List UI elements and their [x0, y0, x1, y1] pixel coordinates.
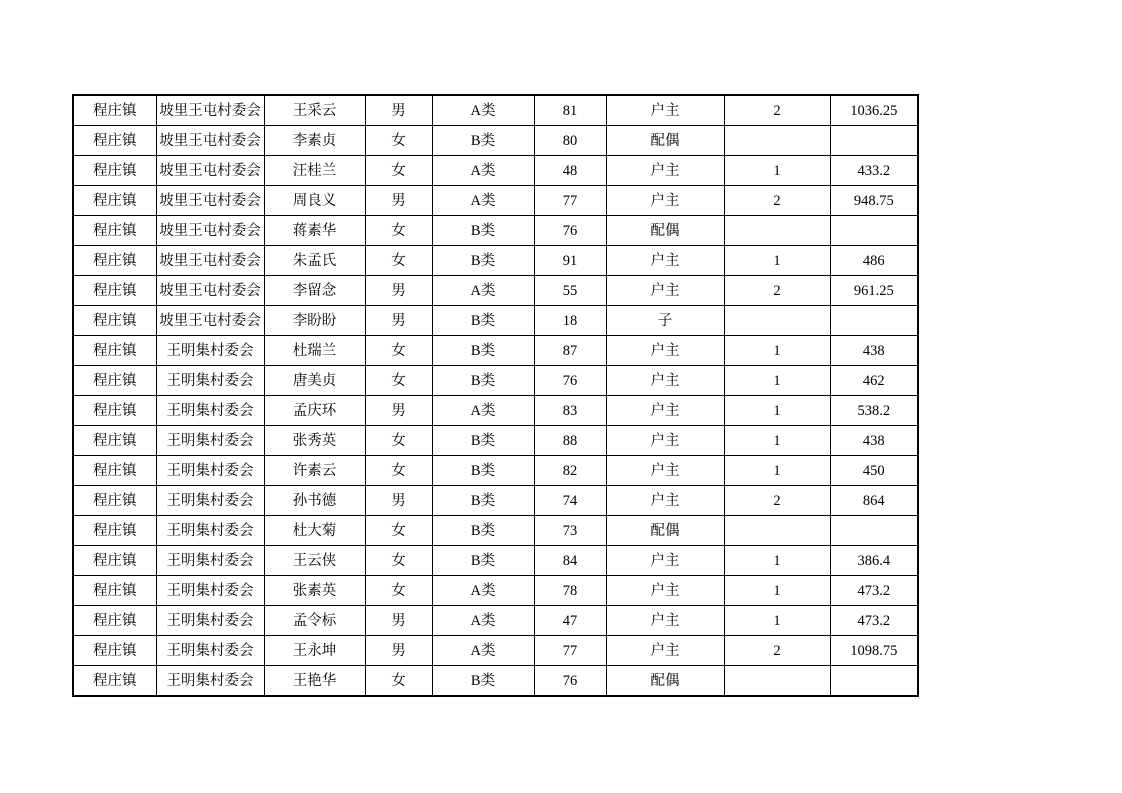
- gender-cell: 男: [365, 306, 432, 336]
- household-count-cell: 1: [724, 366, 830, 396]
- household-count-cell: [724, 666, 830, 697]
- name-cell: 杜大菊: [264, 516, 365, 546]
- relation-cell: 户主: [606, 276, 724, 306]
- town-cell: 程庄镇: [73, 336, 156, 366]
- name-cell: 蒋素华: [264, 216, 365, 246]
- age-cell: 83: [534, 396, 606, 426]
- gender-cell: 男: [365, 606, 432, 636]
- amount-cell: [830, 306, 918, 336]
- category-cell: B类: [432, 486, 534, 516]
- age-cell: 82: [534, 456, 606, 486]
- name-cell: 王采云: [264, 95, 365, 126]
- name-cell: 唐美贞: [264, 366, 365, 396]
- village-cell: 王明集村委会: [156, 636, 264, 666]
- relation-cell: 户主: [606, 336, 724, 366]
- household-count-cell: 1: [724, 546, 830, 576]
- gender-cell: 女: [365, 516, 432, 546]
- household-count-cell: 2: [724, 636, 830, 666]
- table-row: [73, 486, 918, 516]
- village-cell: 坡里王屯村委会: [156, 276, 264, 306]
- amount-cell: 1036.25: [830, 95, 918, 126]
- village-cell: 王明集村委会: [156, 606, 264, 636]
- age-cell: 76: [534, 366, 606, 396]
- amount-cell: 438: [830, 336, 918, 366]
- amount-cell: 386.4: [830, 546, 918, 576]
- age-cell: 84: [534, 546, 606, 576]
- name-cell: 孙书德: [264, 486, 365, 516]
- age-cell: 91: [534, 246, 606, 276]
- relation-cell: 户主: [606, 636, 724, 666]
- name-cell: 孟庆环: [264, 396, 365, 426]
- table-row: [73, 576, 918, 606]
- town-cell: 程庄镇: [73, 396, 156, 426]
- name-cell: 杜瑞兰: [264, 336, 365, 366]
- roster-table: [72, 94, 919, 697]
- town-cell: 程庄镇: [73, 606, 156, 636]
- age-cell: 88: [534, 426, 606, 456]
- category-cell: B类: [432, 546, 534, 576]
- gender-cell: 女: [365, 216, 432, 246]
- relation-cell: 户主: [606, 366, 724, 396]
- category-cell: A类: [432, 636, 534, 666]
- gender-cell: 女: [365, 666, 432, 697]
- household-count-cell: 1: [724, 156, 830, 186]
- relation-cell: 户主: [606, 246, 724, 276]
- age-cell: 77: [534, 186, 606, 216]
- amount-cell: 450: [830, 456, 918, 486]
- amount-cell: [830, 516, 918, 546]
- amount-cell: 486: [830, 246, 918, 276]
- gender-cell: 女: [365, 426, 432, 456]
- relation-cell: 户主: [606, 156, 724, 186]
- age-cell: 76: [534, 216, 606, 246]
- relation-cell: 户主: [606, 606, 724, 636]
- category-cell: B类: [432, 366, 534, 396]
- category-cell: B类: [432, 336, 534, 366]
- town-cell: 程庄镇: [73, 426, 156, 456]
- name-cell: 许素云: [264, 456, 365, 486]
- table-row: [73, 336, 918, 366]
- village-cell: 坡里王屯村委会: [156, 216, 264, 246]
- name-cell: 周良义: [264, 186, 365, 216]
- age-cell: 76: [534, 666, 606, 697]
- town-cell: 程庄镇: [73, 95, 156, 126]
- household-count-cell: 1: [724, 426, 830, 456]
- amount-cell: 433.2: [830, 156, 918, 186]
- relation-cell: 户主: [606, 186, 724, 216]
- age-cell: 87: [534, 336, 606, 366]
- amount-cell: 1098.75: [830, 636, 918, 666]
- table-row: [73, 456, 918, 486]
- amount-cell: 473.2: [830, 606, 918, 636]
- category-cell: A类: [432, 186, 534, 216]
- name-cell: 汪桂兰: [264, 156, 365, 186]
- gender-cell: 女: [365, 366, 432, 396]
- village-cell: 王明集村委会: [156, 546, 264, 576]
- category-cell: A类: [432, 276, 534, 306]
- age-cell: 77: [534, 636, 606, 666]
- village-cell: 王明集村委会: [156, 366, 264, 396]
- category-cell: B类: [432, 456, 534, 486]
- name-cell: 王云侠: [264, 546, 365, 576]
- household-count-cell: 1: [724, 336, 830, 366]
- town-cell: 程庄镇: [73, 186, 156, 216]
- table-row: [73, 156, 918, 186]
- gender-cell: 女: [365, 576, 432, 606]
- relation-cell: 子: [606, 306, 724, 336]
- household-count-cell: [724, 306, 830, 336]
- gender-cell: 男: [365, 95, 432, 126]
- gender-cell: 女: [365, 246, 432, 276]
- gender-cell: 男: [365, 396, 432, 426]
- table-row: [73, 216, 918, 246]
- gender-cell: 男: [365, 486, 432, 516]
- village-cell: 坡里王屯村委会: [156, 306, 264, 336]
- household-count-cell: 2: [724, 486, 830, 516]
- category-cell: A类: [432, 156, 534, 186]
- relation-cell: 户主: [606, 456, 724, 486]
- gender-cell: 女: [365, 336, 432, 366]
- amount-cell: 538.2: [830, 396, 918, 426]
- village-cell: 坡里王屯村委会: [156, 126, 264, 156]
- town-cell: 程庄镇: [73, 576, 156, 606]
- household-count-cell: 2: [724, 276, 830, 306]
- amount-cell: 864: [830, 486, 918, 516]
- amount-cell: 438: [830, 426, 918, 456]
- town-cell: 程庄镇: [73, 456, 156, 486]
- name-cell: 王艳华: [264, 666, 365, 697]
- age-cell: 55: [534, 276, 606, 306]
- town-cell: 程庄镇: [73, 636, 156, 666]
- gender-cell: 男: [365, 636, 432, 666]
- household-count-cell: 1: [724, 456, 830, 486]
- amount-cell: [830, 666, 918, 697]
- table-row: [73, 396, 918, 426]
- gender-cell: 女: [365, 126, 432, 156]
- amount-cell: 961.25: [830, 276, 918, 306]
- age-cell: 48: [534, 156, 606, 186]
- village-cell: 王明集村委会: [156, 486, 264, 516]
- town-cell: 程庄镇: [73, 246, 156, 276]
- name-cell: 朱孟氏: [264, 246, 365, 276]
- table-row: [73, 636, 918, 666]
- age-cell: 73: [534, 516, 606, 546]
- relation-cell: 户主: [606, 426, 724, 456]
- village-cell: 王明集村委会: [156, 516, 264, 546]
- category-cell: B类: [432, 216, 534, 246]
- category-cell: B类: [432, 126, 534, 156]
- relation-cell: 户主: [606, 396, 724, 426]
- town-cell: 程庄镇: [73, 156, 156, 186]
- table-row: [73, 516, 918, 546]
- household-count-cell: [724, 516, 830, 546]
- table-row: [73, 246, 918, 276]
- age-cell: 81: [534, 95, 606, 126]
- household-count-cell: [724, 216, 830, 246]
- category-cell: A类: [432, 576, 534, 606]
- table-row: [73, 606, 918, 636]
- age-cell: 18: [534, 306, 606, 336]
- relation-cell: 户主: [606, 486, 724, 516]
- household-count-cell: 1: [724, 576, 830, 606]
- age-cell: 47: [534, 606, 606, 636]
- category-cell: A类: [432, 606, 534, 636]
- table-row: [73, 306, 918, 336]
- name-cell: 孟令标: [264, 606, 365, 636]
- category-cell: B类: [432, 426, 534, 456]
- village-cell: 王明集村委会: [156, 396, 264, 426]
- town-cell: 程庄镇: [73, 276, 156, 306]
- table-row: [73, 666, 918, 697]
- village-cell: 王明集村委会: [156, 456, 264, 486]
- age-cell: 80: [534, 126, 606, 156]
- town-cell: 程庄镇: [73, 126, 156, 156]
- village-cell: 王明集村委会: [156, 426, 264, 456]
- relation-cell: 户主: [606, 546, 724, 576]
- town-cell: 程庄镇: [73, 666, 156, 697]
- amount-cell: [830, 216, 918, 246]
- village-cell: 坡里王屯村委会: [156, 95, 264, 126]
- category-cell: B类: [432, 246, 534, 276]
- gender-cell: 女: [365, 156, 432, 186]
- relation-cell: 配偶: [606, 666, 724, 697]
- name-cell: 李素贞: [264, 126, 365, 156]
- village-cell: 王明集村委会: [156, 666, 264, 697]
- name-cell: 李盼盼: [264, 306, 365, 336]
- amount-cell: 948.75: [830, 186, 918, 216]
- table-row: [73, 366, 918, 396]
- amount-cell: 473.2: [830, 576, 918, 606]
- table-row: [73, 186, 918, 216]
- table-row: [73, 546, 918, 576]
- category-cell: B类: [432, 306, 534, 336]
- household-count-cell: 2: [724, 95, 830, 126]
- category-cell: B类: [432, 666, 534, 697]
- household-count-cell: [724, 126, 830, 156]
- village-cell: 坡里王屯村委会: [156, 246, 264, 276]
- village-cell: 坡里王屯村委会: [156, 186, 264, 216]
- table-row: [73, 126, 918, 156]
- relation-cell: 配偶: [606, 126, 724, 156]
- town-cell: 程庄镇: [73, 516, 156, 546]
- gender-cell: 女: [365, 546, 432, 576]
- category-cell: A类: [432, 396, 534, 426]
- relation-cell: 配偶: [606, 216, 724, 246]
- age-cell: 74: [534, 486, 606, 516]
- village-cell: 王明集村委会: [156, 576, 264, 606]
- amount-cell: [830, 126, 918, 156]
- name-cell: 李留念: [264, 276, 365, 306]
- table-row: [73, 95, 918, 126]
- town-cell: 程庄镇: [73, 216, 156, 246]
- table-row: [73, 426, 918, 456]
- relation-cell: 户主: [606, 576, 724, 606]
- town-cell: 程庄镇: [73, 306, 156, 336]
- age-cell: 78: [534, 576, 606, 606]
- roster-table-body: [73, 95, 918, 696]
- gender-cell: 男: [365, 276, 432, 306]
- name-cell: 王永坤: [264, 636, 365, 666]
- household-count-cell: 2: [724, 186, 830, 216]
- town-cell: 程庄镇: [73, 486, 156, 516]
- gender-cell: 男: [365, 186, 432, 216]
- gender-cell: 女: [365, 456, 432, 486]
- household-count-cell: 1: [724, 246, 830, 276]
- amount-cell: 462: [830, 366, 918, 396]
- name-cell: 张秀英: [264, 426, 365, 456]
- household-count-cell: 1: [724, 606, 830, 636]
- town-cell: 程庄镇: [73, 366, 156, 396]
- village-cell: 坡里王屯村委会: [156, 156, 264, 186]
- name-cell: 张素英: [264, 576, 365, 606]
- category-cell: B类: [432, 516, 534, 546]
- table-row: [73, 276, 918, 306]
- household-count-cell: 1: [724, 396, 830, 426]
- category-cell: A类: [432, 95, 534, 126]
- village-cell: 王明集村委会: [156, 336, 264, 366]
- town-cell: 程庄镇: [73, 546, 156, 576]
- relation-cell: 户主: [606, 95, 724, 126]
- relation-cell: 配偶: [606, 516, 724, 546]
